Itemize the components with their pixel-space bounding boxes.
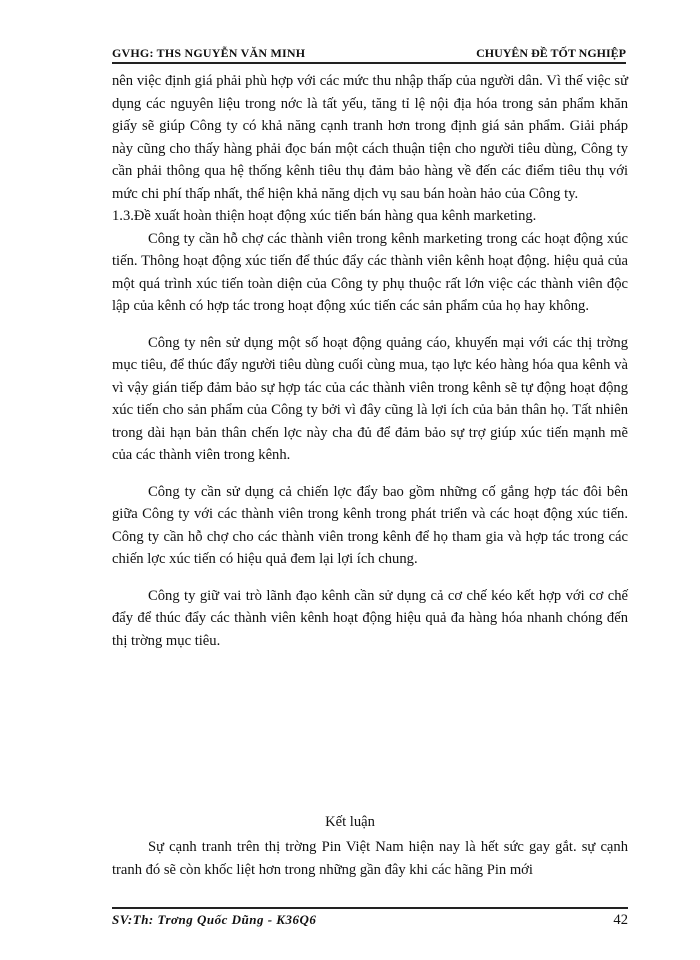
conclusion-paragraph: Sự cạnh tranh trên thị trờng Pin Việt Nam hiện nay là hết sức gay gắt. sự cạnh tranh đó sẽ còn khốc liệt hơn trong những gần đây khi các hãng Pin mới	[112, 839, 628, 878]
page-number: 42	[613, 912, 628, 928]
paragraph-2: Công ty cần hỗ chợ các thành viên trong kênh marketing trong các hoạt động xúc tiến. Thông hoạt động xúc tiến để thúc đẩy các thành viên kênh hoạt động. hiệu quả của một quá trình xúc tiến toàn diện của Công ty phụ thuộc rất lớn việc các thành viên độc lập của kênh có hợp tác trong hoạt động xúc tiến các sản phẩm của họ hay không.	[112, 230, 628, 314]
conclusion-section	[112, 836, 628, 881]
paragraph-3: Công ty nên sử dụng một số hoạt động quảng cáo, khuyến mại với các thị trờng mục tiêu, để thúc đẩy người tiêu dùng cuối cùng mua, tạo lực kéo hàng hóa qua kênh và vì vậy gián tiếp đảm bảo sự hợp tác của các thành viên trong kênh sẽ tự động hoạt động xúc tiến cho sản phẩm của Công ty bởi vì đây cũng là lợi ích của bản thân họ. Tất nhiên trong dài hạn bản thân chến lợc này cha đủ để đảm bảo sự trợ giúp xúc tiến mạnh mẽ của các thành viên trong kênh.	[112, 334, 628, 463]
paragraph-1: nên việc định giá phải phù hợp với các mức thu nhập thấp của người dân. Vì thế việc sử dụng các nguyên liệu trong nớc là tất yếu, tăng tỉ lệ nội địa hóa trong sản phẩm khăn giấy sẽ giúp Công ty có khả năng cạnh tranh hơn trong định giá sản phẩm. Giải pháp này cũng cho thấy hàng phải đọc bán một cách thuận tiện cho người tiêu dùng, Công ty cần phải thông qua hệ thống kênh tiêu thụ đảm bảo hàng về đến các điểm tiêu thụ với mức chi phí thấp nhất, thể hiện khả năng dịch vụ sau bán hoàn hảo của Công ty.	[112, 73, 628, 202]
paragraph-5: Công ty giữ vai trò lãnh đạo kênh cần sử dụng cả cơ chế kéo kết hợp với cơ chế đẩy để thúc đẩy các thành viên kênh hoạt động hiệu quả đa hàng hóa nhanh chóng đến thị trờng mục tiêu.	[112, 587, 628, 649]
document-body	[112, 70, 628, 652]
conclusion-title: Kết luận	[325, 814, 375, 830]
footer-student: SV:Th: Trơng Quốc Dũng - K36Q6	[112, 912, 317, 927]
header-thesis-title: CHUYÊN ĐỀ TỐT NGHIỆP	[476, 46, 626, 60]
header-advisor: GVHG: THS NGUYỄN VĂN MINH	[112, 46, 306, 60]
section-heading: 1.3.Đề xuất hoàn thiện hoạt động xúc tiến bán hàng qua kênh marketing.	[112, 208, 537, 224]
paragraph-4: Công ty cần sử dụng cả chiến lợc đẩy bao gồm những cố gắng hợp tác đôi bên giữa Công ty với các thành viên trong kênh trong phát triển và các hoạt động xúc tiến. Công ty cần hỗ chợ cho các thành viên trong kênh để họ tham gia và hợp tác trong các chiến lợc xúc tiến có hiệu quả đem lại lợi ích chung.	[112, 483, 628, 567]
page-header	[112, 46, 626, 64]
page-footer	[112, 907, 628, 933]
